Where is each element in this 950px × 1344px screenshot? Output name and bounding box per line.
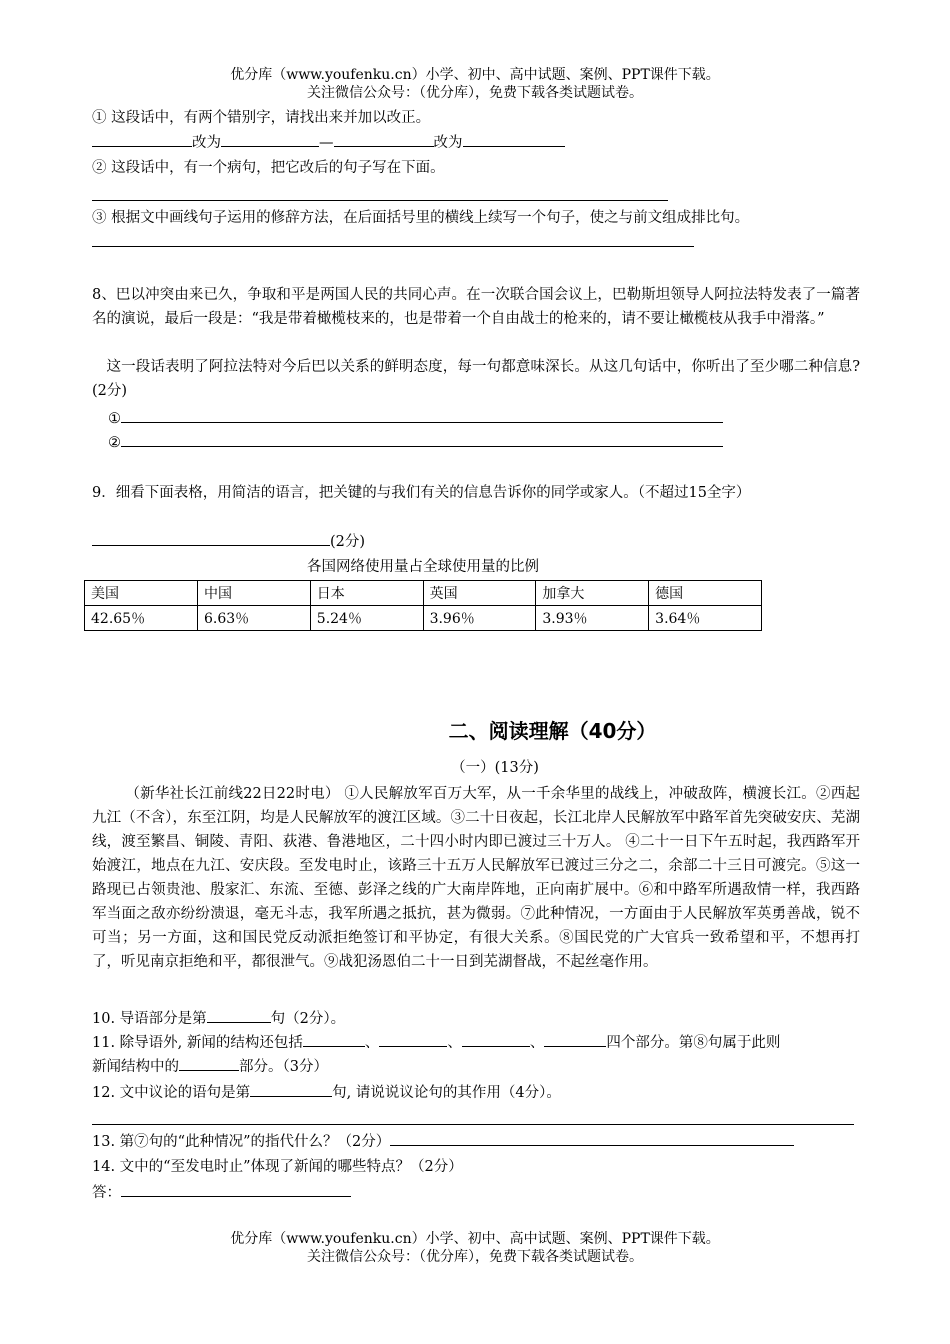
answer-label: 答：	[92, 1185, 121, 1201]
table-cell: 3.93％	[536, 606, 649, 631]
table-cell: 3.96％	[423, 606, 536, 631]
answer-line[interactable]	[390, 1131, 794, 1146]
separator: 、	[447, 1035, 462, 1051]
dash: —	[319, 135, 334, 151]
answer-line[interactable]	[92, 531, 330, 546]
answer-line[interactable]	[92, 246, 694, 247]
news-passage: （新华社长江前线22日22时电） ①人民解放军百万大军，从一千余华里的战线上，冲破敌阵，横渡长江。②西起九江（不含），东至江阴，均是人民解放军的渡江区域。③二十日夜起，长江北岸人民解放军中路军首先突破安庆、芜湖线，渡至繁昌、铜陵、青阳、荻港、鲁港地区，二十四小时内即已渡过三十万人。 ④二十一日下午五时起，我西路军开始渡江，地点在九江、安庆段。至发电时止，该路三十五万人民解放军已渡过三分之二，余部二十三日可渡完。⑤这一路现已占领贵池、殷家汇、东流、至德、彭泽之线的广大南岸阵地，正向南扩展中。⑥和中路军所遇敌情一样，我西路军当面之敌亦纷纷溃退，毫无斗志，我军所遇之抵抗，甚为微弱。⑦此种情况，一方面由于人民解放军英勇善战，锐不可当；另一方面，这和国民党反动派拒绝签订和平协定，有很大关系。⑧国民党的广大官兵一致希望和平，不想再打了，听见南京拒绝和平，都很泄气。⑨战犯汤恩伯二十一日到芜湖督战，不起丝毫作用。	[92, 786, 860, 970]
table-cell: 美国	[85, 581, 198, 606]
q11-text: 11. 除导语外, 新闻的结构还包括	[92, 1035, 303, 1051]
table-cell: 3.64％	[649, 606, 762, 631]
q13	[92, 1130, 794, 1154]
circled-1: ①	[108, 411, 121, 427]
table-cell: 日本	[310, 581, 423, 606]
header-line-1: 优分库（www.youfenku.cn）小学、初中、高中试题、案例、PPT课件下载。	[230, 67, 720, 83]
q14: 14. 文中的“至发电时止”体现了新闻的哪些特点？（2分）	[92, 1159, 463, 1175]
section-title: 二、阅读理解（40分）	[448, 719, 657, 743]
q11-text-3: 新闻结构中的	[92, 1059, 179, 1075]
answer-line[interactable]	[379, 1032, 447, 1047]
q9-answer-row	[92, 530, 365, 554]
q14-answer	[92, 1181, 351, 1205]
circled-2: ②	[108, 435, 121, 451]
table-header-row	[85, 581, 762, 606]
q8-blank-1	[108, 407, 723, 431]
answer-line[interactable]	[121, 1182, 351, 1197]
q8-text: 8、巴以冲突由来已久，争取和平是两国人民的共同心声。在一次联合国会议上，巴勒斯坦领导人阿拉法特发表了一篇著名的演说，最后一段是：“我是带着橄榄枝来的，也是带着一个自由战士的枪来的，请不要让橄榄枝从我手中滑落。”	[92, 287, 860, 327]
answer-line[interactable]	[121, 408, 723, 423]
separator: 、	[364, 1035, 380, 1051]
table-cell: 中国	[197, 581, 310, 606]
footer-line-2: 关注微信公众号：（优分库），免费下载各类试题试卷。	[307, 1249, 643, 1265]
answer-line[interactable]	[92, 1124, 854, 1125]
blank-line[interactable]	[92, 132, 192, 147]
q10-text: 10. 导语部分是第	[92, 1011, 207, 1027]
q7-item-1: ① 这段话中，有两个错别字，请找出来并加以改正。	[92, 110, 431, 126]
q10	[92, 1007, 345, 1031]
q12-score: 句, 请说说议论句的其作用（4分）。	[332, 1085, 561, 1101]
separator: 、	[529, 1035, 545, 1051]
q10-score: 句（2分）。	[270, 1011, 346, 1027]
q11-cont	[92, 1055, 328, 1079]
table-cell: 6.63％	[197, 606, 310, 631]
answer-line[interactable]	[207, 1008, 271, 1023]
table-cell: 加拿大	[536, 581, 649, 606]
q9-score: (2分)	[330, 534, 366, 550]
answer-line[interactable]	[462, 1032, 530, 1047]
answer-line[interactable]	[250, 1082, 332, 1097]
q7-item-2: ② 这段话中，有一个病句，把它改后的句子写在下面。	[92, 160, 445, 176]
q7-item-3: ③ 根据文中画线句子运用的修辞方法，在后面括号里的横线上续写一个句子，使之与前文组成排比句。	[92, 210, 750, 226]
q11-text-2: 四个部分。第⑧句属于此则	[606, 1035, 781, 1051]
blank-line[interactable]	[221, 132, 319, 147]
blank-line[interactable]	[334, 132, 434, 147]
table-title: 各国网络使用量占全球使用量的比例	[307, 559, 539, 575]
q11-score: 部分。（3分）	[239, 1059, 328, 1075]
table-cell: 英国	[423, 581, 536, 606]
table-cell: 德国	[649, 581, 762, 606]
q7-correction-row	[92, 131, 565, 155]
answer-line[interactable]	[179, 1056, 239, 1071]
change-to-label: 改为	[433, 135, 463, 151]
q12-text: 12. 文中议论的语句是第	[92, 1085, 251, 1101]
q11	[92, 1031, 780, 1055]
usage-table	[84, 580, 762, 631]
table-cell: 42.65％	[85, 606, 198, 631]
table-row	[85, 606, 762, 631]
q13-text: 13. 第⑦句的“此种情况”的指代什么？（2分）	[92, 1134, 391, 1150]
header-line-2: 关注微信公众号：（优分库），免费下载各类试题试卷。	[307, 85, 643, 101]
q8-blank-2	[108, 431, 723, 455]
answer-line[interactable]	[92, 200, 668, 201]
change-to-label: 改为	[192, 135, 221, 151]
answer-line[interactable]	[544, 1032, 606, 1047]
q9-text: 9．细看下面表格，用简洁的语言，把关键的与我们有关的信息告诉你的同学或家人。（不超过15全字）	[92, 485, 751, 501]
answer-line[interactable]	[303, 1032, 365, 1047]
section-subtitle: （一）(13分)	[451, 760, 539, 776]
q8-text-2: 这一段话表明了阿拉法特对今后巴以关系的鲜明态度，每一句都意味深长。从这几句话中，你听出了至少哪二种信息?(2分)	[92, 359, 860, 399]
answer-line[interactable]	[121, 432, 723, 447]
blank-line[interactable]	[463, 132, 565, 147]
table-cell: 5.24％	[310, 606, 423, 631]
q12	[92, 1081, 561, 1105]
footer-line-1: 优分库（www.youfenku.cn）小学、初中、高中试题、案例、PPT课件下载。	[230, 1231, 720, 1247]
